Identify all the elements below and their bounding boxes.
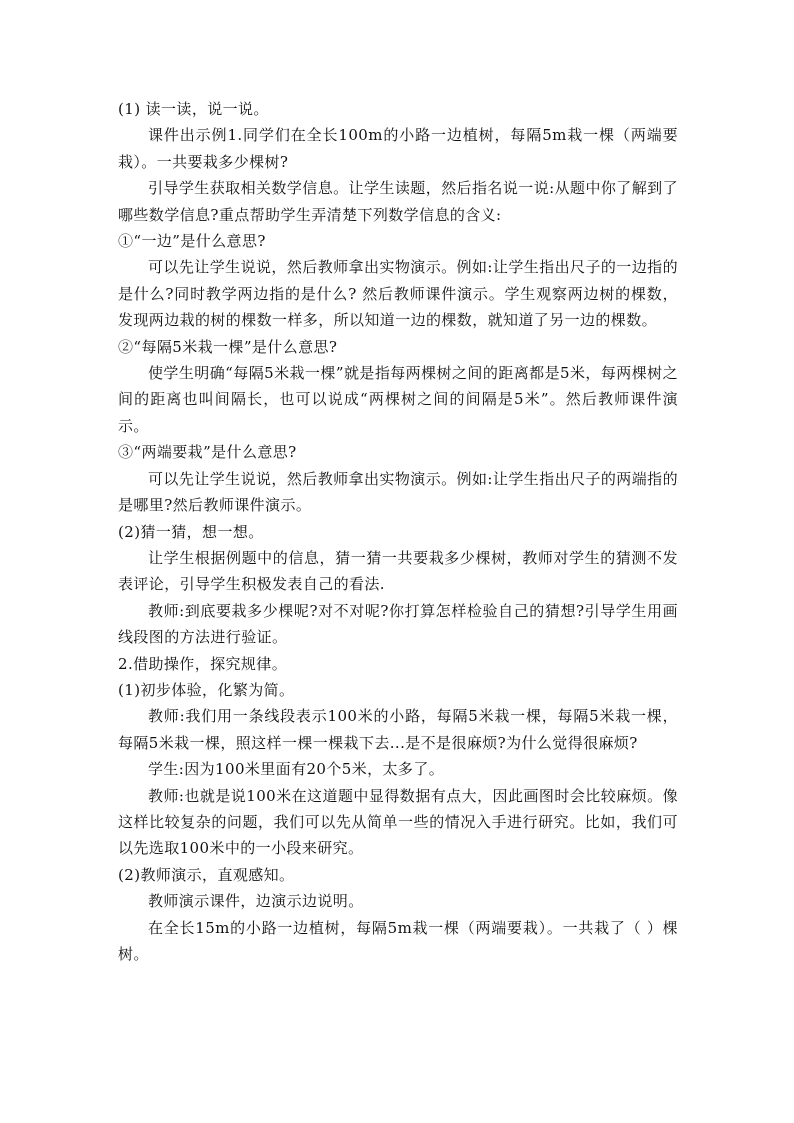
paragraph-one-side-demo: 可以先让学生说说，然后教师拿出实物演示。例如:让学生指出尺子的一边指的是什么?同时教学两边指的是什么? 然后教师课件演示。学生观察两边树的棵数，发现两边栽的树的棵数一样多，所以知道一边的棵数，就知道了另一边的棵数。 (118, 258, 678, 330)
document-page (118, 96, 678, 967)
paragraph-teacher-line-segment: 教师:我们用一条线段表示100米的小路，每隔5米栽一棵，每隔5米栽一棵，每隔5米栽一棵，照这样一棵一棵栽下去...是不是很麻烦?为什么觉得很麻烦? (118, 707, 678, 752)
section-heading-guess-think: (2)猜一猜，想一想。 (118, 522, 264, 541)
paragraph-teacher-simplify: 教师:也就是说100米在这道题中显得数据有点大，因此画图时会比较麻烦。像这样比较复杂的问题，我们可以先从简单一些的情况入手进行研究。比如，我们可以先选取100米中的一小段来研究。 (118, 786, 678, 858)
paragraph-student-guess: 让学生根据例题中的信息，猜一猜一共要栽多少棵树，教师对学生的猜测不发表评论，引导学生积极发表自己的看法. (118, 548, 678, 594)
paragraph-guide-info: 引导学生获取相关数学信息。让学生读题，然后指名说一说:从题中你了解到了哪些数学信息?重点帮助学生弄清楚下列数学信息的含义: (118, 179, 678, 224)
paragraph-interval-explained: 使学生明确“每隔5米栽一棵”就是指每两棵树之间的距离都是5米，每两棵树之间的距离也叫间隔长，也可以说成“两棵树之间的间隔是5米”。然后教师课件演示。 (118, 364, 678, 435)
paragraph-student-answer: 学生:因为100米里面有20个5米，太多了。 (148, 760, 445, 779)
paragraph-example-problem: 课件出示例1.同学们在全长100m的小路一边植树，每隔5m栽一棵（两端要栽）。一共要栽多少棵树? (118, 126, 678, 171)
section-heading-read-say: (1) 读一读，说一说。 (118, 100, 269, 118)
paragraph-15m-problem: 在全长15m的小路一边植树，每隔5m栽一棵（两端要栽）。一共栽了（ ）棵树。 (118, 918, 678, 963)
section-heading-operation: 2.借助操作，探究规律。 (118, 654, 288, 673)
paragraph-both-ends-demo: 可以先让学生说说，然后教师拿出实物演示。例如:让学生指出尺子的两端指的是哪里?然后教师课件演示。 (118, 469, 678, 515)
section-heading-demo: (2)教师演示，直观感知。 (118, 865, 295, 884)
paragraph-teacher-verify: 教师:到底要栽多少棵呢?对不对呢?你打算怎样检验自己的猜想?引导学生用画线段图的方法进行验证。 (118, 601, 678, 647)
paragraph-demo-courseware: 教师演示课件，边演示边说明。 (148, 892, 364, 911)
section-heading-simplify: (1)初步体验，化繁为简。 (118, 680, 295, 699)
question-every-5m: ②“每隔5米栽一棵”是什么意思? (118, 337, 338, 356)
question-one-side: ①“一边”是什么意思? (118, 232, 266, 251)
question-both-ends: ③“两端要栽”是什么意思? (118, 443, 297, 462)
